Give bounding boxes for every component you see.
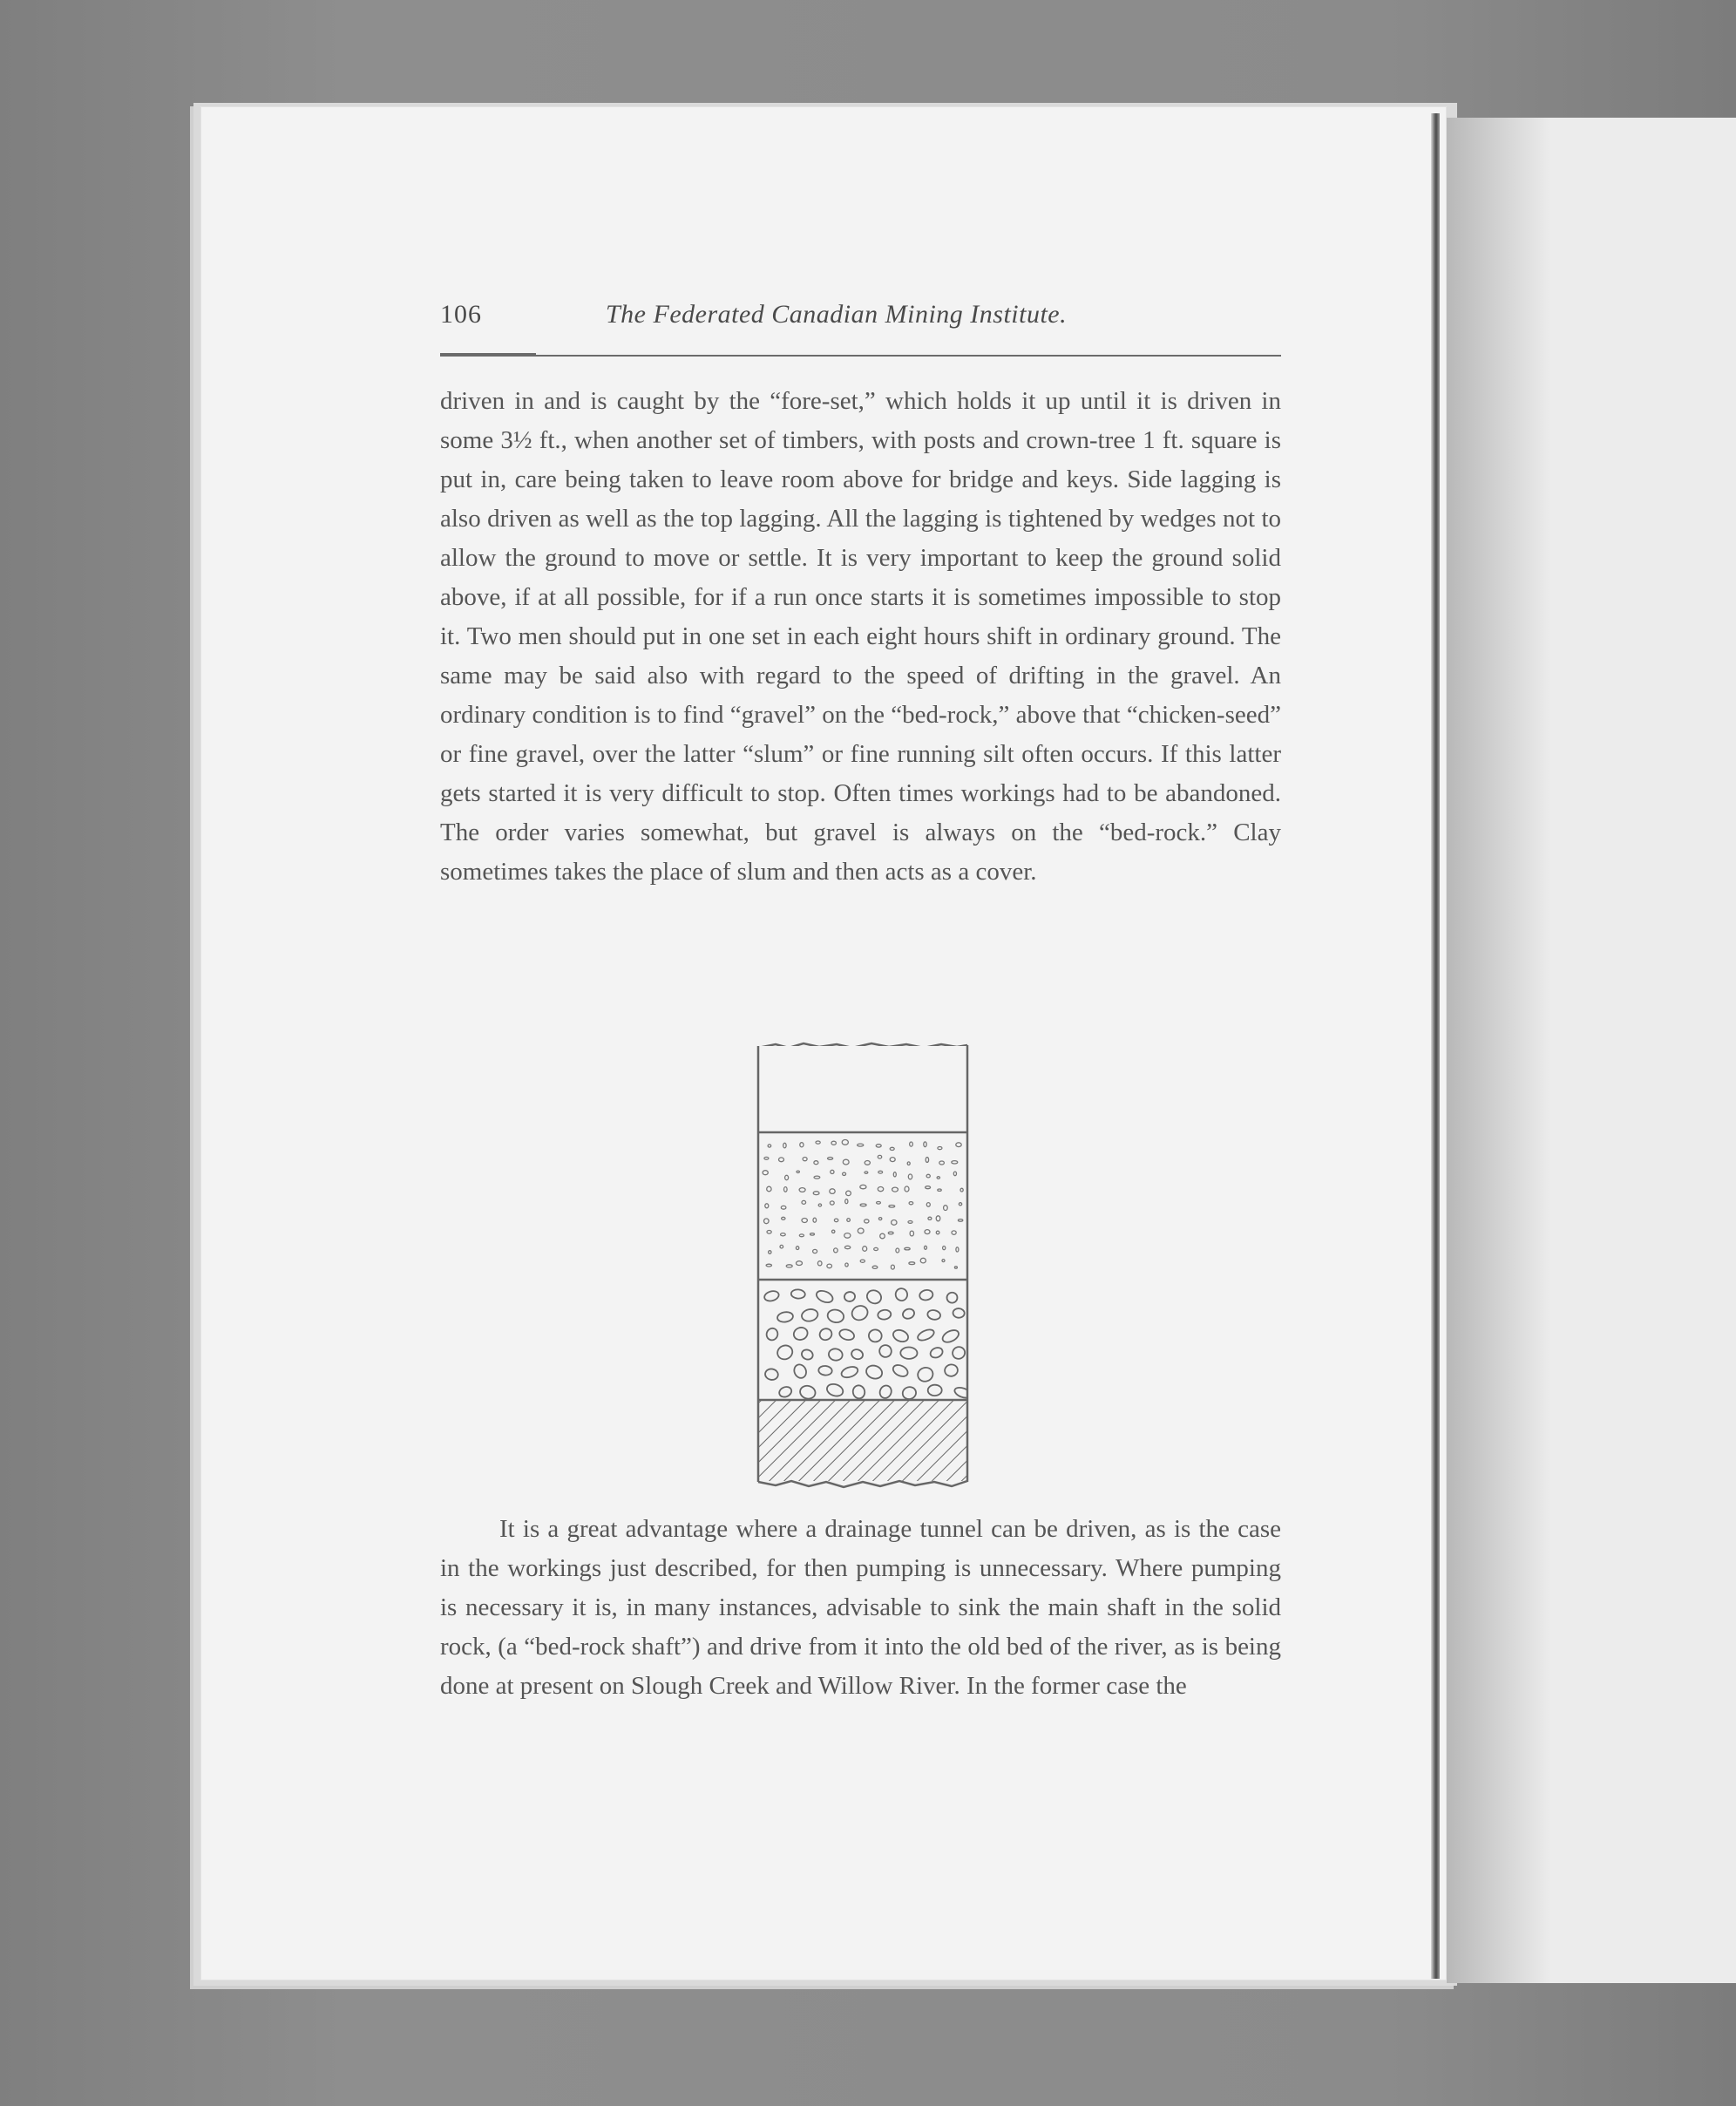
chicken-seed-grain xyxy=(814,1161,818,1165)
gravel-pebble xyxy=(844,1291,856,1302)
layer-gravel xyxy=(763,1287,973,1401)
gravel-pebble xyxy=(790,1289,805,1299)
gravel-pebble xyxy=(828,1348,844,1362)
chicken-seed-grain xyxy=(783,1143,786,1148)
gravel-pebble xyxy=(851,1384,865,1399)
chicken-seed-grain xyxy=(926,1203,930,1207)
chicken-seed-grain xyxy=(890,1147,894,1150)
chicken-seed-grain xyxy=(779,1158,784,1162)
chicken-seed-grain xyxy=(828,1158,833,1160)
chicken-seed-grain xyxy=(846,1191,851,1195)
chicken-seed-grain xyxy=(958,1219,962,1222)
chicken-seed-grain xyxy=(814,1176,820,1179)
chicken-seed-grain xyxy=(956,1247,959,1252)
chicken-seed-grain xyxy=(802,1219,807,1223)
chicken-seed-grain xyxy=(905,1186,909,1192)
gravel-pebble xyxy=(926,1309,941,1321)
chicken-seed-grain xyxy=(832,1230,835,1233)
chicken-seed-grain xyxy=(769,1251,771,1254)
chicken-seed-grain xyxy=(880,1233,885,1239)
gravel-pebble xyxy=(901,1385,917,1400)
chicken-seed-grain xyxy=(910,1231,913,1236)
gravel-pebble xyxy=(825,1382,844,1398)
gravel-pebble xyxy=(838,1328,856,1342)
chicken-seed-grain xyxy=(827,1264,832,1268)
chicken-seed-grain xyxy=(860,1185,866,1188)
chicken-seed-grain xyxy=(877,1202,881,1205)
chicken-seed-grain xyxy=(910,1142,913,1146)
chicken-seed-grain xyxy=(890,1158,895,1162)
chicken-seed-grain xyxy=(928,1217,932,1219)
chicken-seed-grain xyxy=(763,1171,768,1175)
gravel-pebble xyxy=(946,1292,958,1304)
chicken-seed-grain xyxy=(797,1261,803,1266)
chicken-seed-grain xyxy=(888,1232,893,1234)
chicken-seed-grain xyxy=(878,1187,883,1192)
gravel-pebble xyxy=(851,1348,865,1361)
gravel-pebble xyxy=(817,1327,833,1342)
chicken-seed-grain xyxy=(799,1188,805,1192)
chicken-seed-grain xyxy=(766,1264,771,1267)
gravel-pebble xyxy=(865,1287,884,1306)
chicken-seed-grain xyxy=(891,1265,894,1269)
chicken-seed-grain xyxy=(847,1219,851,1222)
body-paragraph-1: driven in and is caught by the “fore-set,” which holds it up until it is driven in some 3½ ft., when another set of timbers, with posts and crown-tree 1 ft. square is put in, care being taken to leave room above for bridge and keys. Side lagging is also driven as well as the top lagging. All the lagging is tightened by wedges not to allow the ground to move or settle. It is very important to keep the ground solid above, if at all possible, for if a run once starts it is sometimes impossible to stop it. Two men should put in one set in each eight hours shift in ordinary ground. The same may be said also with regard to the speed of drifting in the gravel. An ordinary condition is to find “gravel” on the “bed-rock,” above that “chicken-seed” or fine gravel, over the latter “slum” or fine running silt often occurs. If this latter gets started it is very difficult to stop. Often times workings had to be abandoned. The order varies somewhat, but gravel is always on the “bed-rock.” Clay sometimes takes the place of slum and then acts as a cover. xyxy=(440,387,1281,886)
chicken-seed-grain xyxy=(908,1174,912,1179)
chicken-seed-grain xyxy=(817,1261,822,1266)
gravel-pebble xyxy=(801,1308,819,1322)
chicken-seed-grain xyxy=(942,1260,945,1262)
chicken-seed-grain xyxy=(813,1192,819,1195)
chicken-seed-grain xyxy=(925,1246,927,1249)
gravel-pebble xyxy=(764,1368,779,1381)
chicken-seed-grain xyxy=(943,1247,946,1250)
chicken-seed-grain xyxy=(860,1204,866,1206)
chicken-seed-grain xyxy=(767,1231,771,1234)
gravel-pebble xyxy=(892,1328,910,1343)
chicken-seed-grain xyxy=(925,1230,930,1234)
chicken-seed-grain xyxy=(876,1145,881,1147)
chicken-seed-grain xyxy=(764,1157,769,1159)
layer-slum xyxy=(758,1046,967,1132)
chicken-seed-grain xyxy=(905,1247,910,1250)
chicken-seed-grain xyxy=(938,1189,941,1191)
chicken-seed-grain xyxy=(909,1202,913,1205)
chicken-seed-grain xyxy=(813,1249,817,1253)
chicken-seed-grain xyxy=(944,1206,948,1211)
chicken-seed-grain xyxy=(765,1204,769,1208)
chicken-seed-grain xyxy=(878,1155,881,1158)
chicken-seed-grain xyxy=(920,1258,926,1263)
chicken-seed-grain xyxy=(860,1260,865,1262)
chicken-seed-grain xyxy=(784,1187,788,1192)
chicken-seed-grain xyxy=(800,1143,804,1147)
chicken-seed-grain xyxy=(781,1206,786,1209)
chicken-seed-grain xyxy=(924,1142,926,1147)
chicken-seed-grain xyxy=(936,1216,940,1221)
chicken-seed-grain xyxy=(834,1219,837,1222)
gravel-pebble xyxy=(765,1327,779,1342)
header-rule xyxy=(440,355,1281,357)
page-header xyxy=(440,300,1281,335)
chicken-seed-grain xyxy=(818,1204,821,1206)
chicken-seed-grain xyxy=(797,1171,799,1172)
chicken-seed-grain xyxy=(959,1203,961,1206)
gravel-pebble xyxy=(865,1363,884,1381)
gravel-pebble xyxy=(815,1288,835,1305)
gravel-pebble xyxy=(792,1326,810,1342)
chicken-seed-grain xyxy=(926,1186,931,1189)
ground-section-diagram xyxy=(741,1036,985,1498)
chicken-seed-grain xyxy=(926,1158,928,1163)
gravel-pebble xyxy=(850,1303,870,1322)
chicken-seed-grain xyxy=(845,1199,848,1204)
gravel-pebble xyxy=(878,1343,893,1359)
chicken-seed-grain xyxy=(830,1189,835,1194)
gravel-pebble xyxy=(929,1346,944,1360)
chicken-seed-grain xyxy=(799,1234,804,1237)
chicken-seed-grain xyxy=(952,1231,956,1234)
layer-chicken-seed xyxy=(763,1140,963,1270)
chicken-seed-grain xyxy=(844,1246,850,1248)
chicken-seed-grain xyxy=(843,1159,849,1165)
gravel-pebble xyxy=(776,1343,795,1362)
gravel-pebble xyxy=(818,1365,832,1376)
chicken-seed-grain xyxy=(831,1170,834,1173)
gravel-pebble xyxy=(798,1384,817,1400)
gravel-pebble xyxy=(792,1362,809,1380)
chicken-seed-grain xyxy=(834,1248,838,1253)
gravel-pebble xyxy=(894,1287,908,1301)
chicken-seed-grain xyxy=(892,1187,899,1192)
chicken-seed-grain xyxy=(845,1263,848,1267)
gravel-pebble xyxy=(953,1386,973,1400)
chicken-seed-grain xyxy=(796,1247,798,1250)
gravel-pebble xyxy=(763,1289,780,1302)
gravel-pebble xyxy=(940,1328,960,1344)
chicken-seed-grain xyxy=(938,1147,942,1150)
book-gutter xyxy=(1431,113,1440,1979)
chicken-seed-grain xyxy=(782,1217,785,1219)
running-title: The Federated Canadian Mining Institute. xyxy=(606,300,1068,329)
gravel-pebble xyxy=(916,1328,935,1342)
chicken-seed-grain xyxy=(874,1247,878,1250)
chicken-seed-grain xyxy=(767,1186,771,1192)
chicken-seed-grain xyxy=(893,1172,896,1177)
gravel-pebble xyxy=(944,1363,959,1377)
chicken-seed-grain xyxy=(878,1218,881,1220)
chicken-seed-grain xyxy=(939,1161,945,1165)
chicken-seed-grain xyxy=(926,1174,930,1178)
bottom-broken-edge xyxy=(758,1481,967,1487)
chicken-seed-grain xyxy=(785,1175,789,1179)
chicken-seed-grain xyxy=(865,1219,869,1223)
ground-section-figure xyxy=(741,1036,985,1498)
chicken-seed-grain xyxy=(936,1231,939,1234)
chicken-seed-grain xyxy=(858,1144,864,1146)
gravel-pebble xyxy=(919,1289,933,1301)
gravel-pebble xyxy=(951,1345,967,1362)
chicken-seed-grain xyxy=(909,1262,915,1265)
chicken-seed-grain xyxy=(843,1172,846,1175)
gravel-pebble xyxy=(800,1349,814,1362)
chicken-seed-grain xyxy=(889,1206,895,1208)
chicken-seed-grain xyxy=(803,1158,807,1161)
chicken-seed-grain xyxy=(802,1200,806,1204)
chicken-seed-grain xyxy=(781,1233,786,1236)
chicken-seed-grain xyxy=(937,1177,939,1179)
gravel-pebble xyxy=(868,1329,882,1342)
chicken-seed-grain xyxy=(907,1162,910,1165)
gravel-pebble xyxy=(826,1308,844,1324)
gravel-pebble xyxy=(927,1384,941,1396)
chicken-seed-grain xyxy=(908,1221,912,1224)
chicken-seed-grain xyxy=(830,1201,834,1205)
body-paragraph-2: It is a great advantage where a drainage tunnel can be driven, as is the case in the workings just described, for then pumping is unnecessary. Where pumping is necessary it is, in many instances, advisable to sink the main shaft in the solid rock, (a “bed-rock shaft”) and drive from it into the old bed of the river, as is being done at present on Slough Creek and Willow River. In the former case the xyxy=(440,1515,1281,1700)
page-number: 106 xyxy=(440,300,482,329)
gravel-pebble xyxy=(878,1383,893,1400)
chicken-seed-grain xyxy=(780,1245,783,1248)
chicken-seed-grain xyxy=(865,1172,868,1173)
chicken-seed-grain xyxy=(863,1247,867,1252)
chicken-seed-grain xyxy=(844,1233,851,1239)
gravel-pebble xyxy=(878,1309,892,1321)
chicken-seed-grain xyxy=(872,1266,878,1268)
chicken-seed-grain xyxy=(865,1161,870,1165)
chicken-seed-grain xyxy=(953,1172,956,1176)
chicken-seed-grain xyxy=(842,1140,848,1145)
gravel-pebble xyxy=(900,1347,917,1359)
chicken-seed-grain xyxy=(858,1228,864,1233)
chicken-seed-grain xyxy=(960,1188,963,1192)
gravel-pebble xyxy=(901,1308,915,1321)
gravel-pebble xyxy=(777,1385,792,1399)
chicken-seed-grain xyxy=(878,1171,883,1173)
chicken-seed-grain xyxy=(816,1141,820,1144)
gravel-pebble xyxy=(776,1311,794,1323)
chicken-seed-grain xyxy=(810,1233,815,1235)
chicken-seed-grain xyxy=(892,1220,897,1226)
chicken-seed-grain xyxy=(768,1145,771,1147)
chicken-seed-grain xyxy=(764,1219,770,1224)
gravel-pebble xyxy=(953,1308,965,1319)
gravel-pebble xyxy=(840,1365,859,1380)
facing-page-shadow xyxy=(1447,118,1551,1983)
chicken-seed-grain xyxy=(954,1267,957,1268)
gravel-pebble xyxy=(892,1362,910,1378)
chicken-seed-grain xyxy=(896,1248,899,1253)
layer-bed-rock xyxy=(758,1401,967,1481)
chicken-seed-grain xyxy=(952,1161,958,1164)
chicken-seed-grain xyxy=(813,1218,817,1222)
chicken-seed-grain xyxy=(956,1143,961,1147)
chicken-seed-grain xyxy=(831,1141,836,1145)
gravel-pebble xyxy=(916,1366,935,1383)
chicken-seed-grain xyxy=(786,1265,792,1267)
